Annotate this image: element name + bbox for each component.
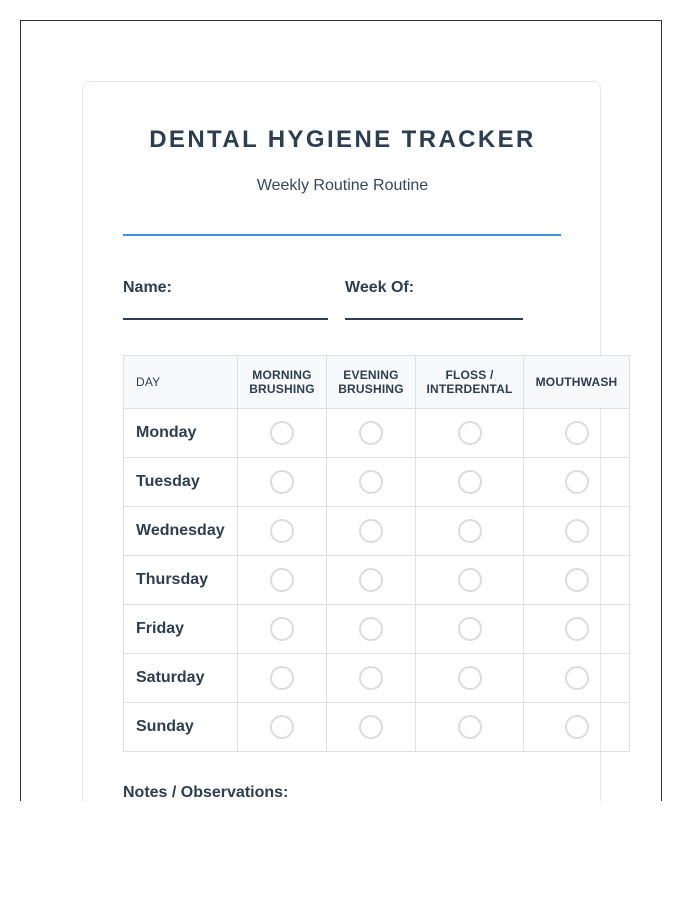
floss-checkbox[interactable] xyxy=(458,715,482,739)
evening-cell xyxy=(327,556,416,605)
evening-checkbox[interactable] xyxy=(359,666,383,690)
page-frame xyxy=(20,20,662,801)
mouthwash-checkbox[interactable] xyxy=(565,568,589,592)
week-of-field[interactable] xyxy=(345,318,523,320)
tracker-table xyxy=(123,355,630,752)
evening-checkbox[interactable] xyxy=(359,421,383,445)
header-floss-interdental xyxy=(416,356,524,409)
floss-cell xyxy=(416,458,524,507)
evening-cell xyxy=(327,409,416,458)
mouthwash-checkbox[interactable] xyxy=(565,421,589,445)
header-evening-line1: EVENING xyxy=(343,368,399,382)
evening-checkbox[interactable] xyxy=(359,470,383,494)
evening-checkbox[interactable] xyxy=(359,519,383,543)
floss-checkbox[interactable] xyxy=(458,470,482,494)
morning-checkbox[interactable] xyxy=(270,470,294,494)
morning-cell xyxy=(238,507,327,556)
table-row xyxy=(124,458,630,507)
evening-cell xyxy=(327,507,416,556)
table-row xyxy=(124,654,630,703)
header-evening-line2: BRUSHING xyxy=(338,382,404,396)
floss-cell xyxy=(416,703,524,752)
mouthwash-checkbox[interactable] xyxy=(565,666,589,690)
header-mouthwash xyxy=(524,356,630,409)
table-row xyxy=(124,556,630,605)
morning-cell xyxy=(238,703,327,752)
header-evening-brushing xyxy=(327,356,416,409)
floss-cell xyxy=(416,556,524,605)
morning-checkbox[interactable] xyxy=(270,617,294,641)
floss-checkbox[interactable] xyxy=(458,421,482,445)
table-row xyxy=(124,703,630,752)
week-of-label: Week Of: xyxy=(345,279,415,296)
table-header-row xyxy=(124,356,630,409)
morning-cell xyxy=(238,654,327,703)
tracker-card xyxy=(82,81,618,801)
morning-cell xyxy=(238,458,327,507)
header-mouthwash-label: MOUTHWASH xyxy=(535,375,618,389)
evening-checkbox[interactable] xyxy=(359,715,383,739)
table-row xyxy=(124,409,630,458)
mouthwash-checkbox[interactable] xyxy=(565,470,589,494)
day-cell: Tuesday xyxy=(124,458,238,507)
header-floss-line1: FLOSS / xyxy=(445,368,494,382)
evening-checkbox[interactable] xyxy=(359,568,383,592)
morning-checkbox[interactable] xyxy=(270,715,294,739)
floss-cell xyxy=(416,409,524,458)
morning-checkbox[interactable] xyxy=(270,519,294,543)
table-row xyxy=(124,605,630,654)
evening-cell xyxy=(327,605,416,654)
morning-cell xyxy=(238,556,327,605)
morning-checkbox[interactable] xyxy=(270,568,294,592)
mouthwash-cell xyxy=(524,458,630,507)
day-cell: Wednesday xyxy=(124,507,238,556)
header-morning-line1: MORNING xyxy=(252,368,312,382)
mouthwash-checkbox[interactable] xyxy=(565,519,589,543)
floss-checkbox[interactable] xyxy=(458,617,482,641)
header-floss-line2: INTERDENTAL xyxy=(426,382,513,396)
day-cell: Saturday xyxy=(124,654,238,703)
name-label: Name: xyxy=(123,279,172,296)
floss-checkbox[interactable] xyxy=(458,519,482,543)
page-title: DENTAL HYGIENE TRACKER xyxy=(149,126,536,153)
floss-cell xyxy=(416,654,524,703)
floss-checkbox[interactable] xyxy=(458,568,482,592)
evening-cell xyxy=(327,654,416,703)
mouthwash-cell xyxy=(524,409,630,458)
morning-checkbox[interactable] xyxy=(270,421,294,445)
table-row xyxy=(124,507,630,556)
mouthwash-cell xyxy=(524,654,630,703)
mouthwash-cell xyxy=(524,507,630,556)
mouthwash-cell xyxy=(524,556,630,605)
floss-cell xyxy=(416,507,524,556)
day-cell: Friday xyxy=(124,605,238,654)
day-cell: Thursday xyxy=(124,556,238,605)
evening-cell xyxy=(327,458,416,507)
header-day xyxy=(124,356,238,409)
morning-cell xyxy=(238,605,327,654)
title-divider xyxy=(123,234,561,236)
mouthwash-checkbox[interactable] xyxy=(565,617,589,641)
day-cell: Monday xyxy=(124,409,238,458)
header-morning-brushing xyxy=(238,356,327,409)
morning-cell xyxy=(238,409,327,458)
header-day-label: DAY xyxy=(136,375,161,389)
floss-cell xyxy=(416,605,524,654)
evening-cell xyxy=(327,703,416,752)
day-cell: Sunday xyxy=(124,703,238,752)
name-field[interactable] xyxy=(123,318,328,320)
notes-label: Notes / Observations: xyxy=(123,784,289,801)
floss-checkbox[interactable] xyxy=(458,666,482,690)
mouthwash-cell xyxy=(524,703,630,752)
mouthwash-cell xyxy=(524,605,630,654)
evening-checkbox[interactable] xyxy=(359,617,383,641)
page-subtitle: Weekly Routine Routine xyxy=(256,177,429,194)
header-morning-line2: BRUSHING xyxy=(249,382,315,396)
mouthwash-checkbox[interactable] xyxy=(565,715,589,739)
morning-checkbox[interactable] xyxy=(270,666,294,690)
